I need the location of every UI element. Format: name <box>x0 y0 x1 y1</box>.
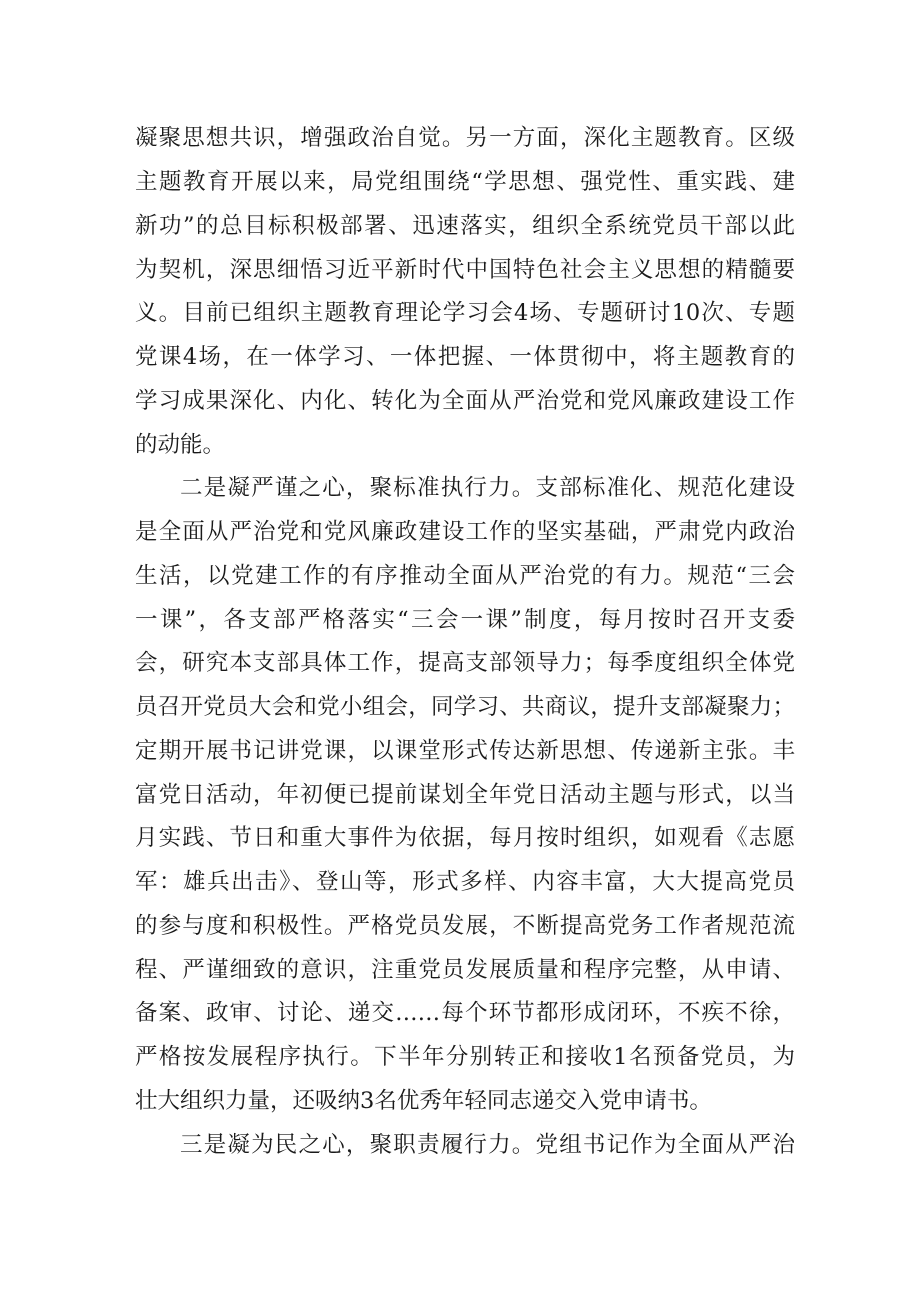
text-line: 程、严谨细致的意识，注重党员发展质量和程序完整，从申请、 <box>135 957 795 983</box>
text-line: 学习成果深化、内化、转化为全面从严治党和党风廉政建设工作 <box>135 388 795 414</box>
text-line: 新功”的总目标积极部署、迅速落实，组织全系统党员干部以此 <box>135 213 795 239</box>
text-line: 军：雄兵出击》、登山等，形式多样、内容丰富，大大提高党员 <box>135 869 795 895</box>
text-line: 是全面从严治党和党风廉政建设工作的坚实基础，严肃党内政治 <box>135 519 795 545</box>
text-line: 凝聚思想共识，增强政治自觉。另一方面，深化主题教育。区级 <box>135 125 795 151</box>
paragraph-start-line: 三是凝为民之心，聚职责履行力。党组书记作为全面从严治 <box>180 1132 795 1158</box>
text-line: 严格按发展程序执行。下半年分别转正和接收1名预备党员，为 <box>135 1044 795 1070</box>
text-line: 为契机，深思细悟习近平新时代中国特色社会主义思想的精髓要 <box>135 257 795 283</box>
text-line: 的动能。 <box>135 432 226 458</box>
text-line: 备案、政审、讨论、递交……每个环节都形成闭环，不疾不徐， <box>135 1000 795 1026</box>
text-line: 富党日活动，年初便已提前谋划全年党日活动主题与形式，以当 <box>135 782 795 808</box>
text-line: 党课4场，在一体学习、一体把握、一体贯彻中，将主题教育的 <box>135 344 795 370</box>
text-line: 一课”，各支部严格落实“三会一课”制度，每月按时召开支委 <box>135 607 795 633</box>
text-line: 的参与度和积极性。严格党员发展，不断提高党务工作者规范流 <box>135 913 795 939</box>
text-line: 员召开党员大会和党小组会，同学习、共商议，提升支部凝聚力； <box>135 694 795 720</box>
text-line: 义。目前已组织主题教育理论学习会4场、专题研讨10次、专题 <box>135 300 795 326</box>
text-line: 定期开展书记讲党课，以课堂形式传达新思想、传递新主张。丰 <box>135 738 795 764</box>
text-line: 月实践、节日和重大事件为依据，每月按时组织，如观看《志愿 <box>135 825 795 851</box>
text-line: 会，研究本支部具体工作，提高支部领导力；每季度组织全体党 <box>135 650 795 676</box>
text-line: 壮大组织力量，还吸纳3名优秀年轻同志递交入党申请书。 <box>135 1088 712 1114</box>
text-line: 生活，以党建工作的有序推动全面从严治党的有力。规范“三会 <box>135 563 795 589</box>
paragraph-start-line: 二是凝严谨之心，聚标准执行力。支部标准化、规范化建设 <box>180 475 795 501</box>
text-line: 主题教育开展以来，局党组围绕“学思想、强党性、重实践、建 <box>135 169 795 195</box>
